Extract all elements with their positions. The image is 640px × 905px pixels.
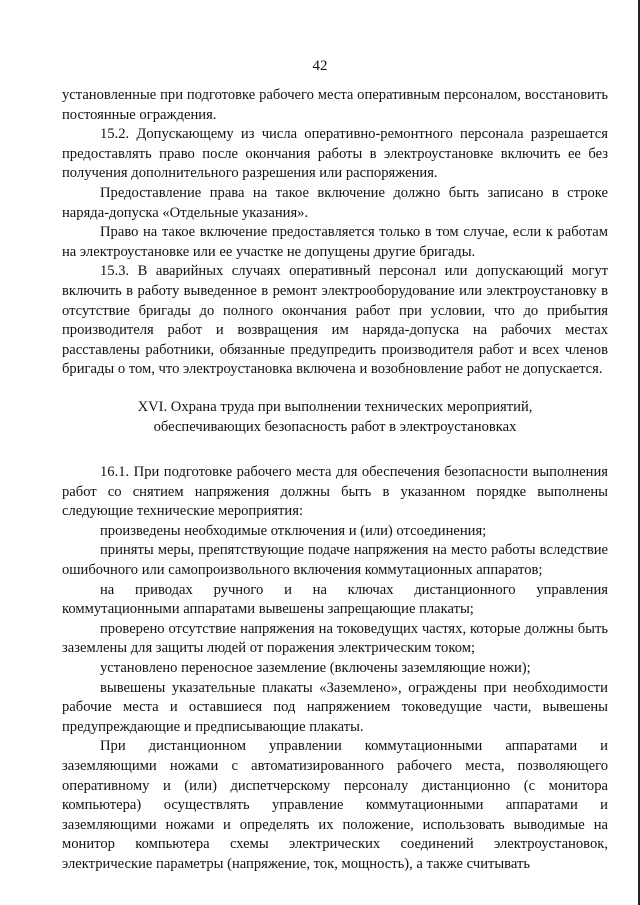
document-body [62, 86, 608, 875]
page-number: 42 [312, 58, 328, 74]
paragraph: приняты меры, препятствующие подаче напряжения на место работы вследствие ошибочного или самопроизвольного включения коммутационных аппаратов; [62, 542, 608, 579]
paragraph: проверено отсутствие напряжения на токоведущих частях, которые должны быть заземлены для защиты людей от поражения электрическим током; [62, 620, 608, 657]
paragraph: При дистанционном управлении коммутационными аппаратами и заземляющими ножами с автоматизированного рабочего места, позволяющего оперативному и (или) диспетчерскому персоналу дистанционно (с монитора компьютера) осуществлять управление коммутационными аппаратами и заземляющими ножами и определять их положение, использовать выводимые на монитор компьютера схемы электрических соединений электроустановок, электрические параметры (напряжение, ток, мощность), а также считывать [62, 738, 608, 872]
paragraph: на приводах ручного и на ключах дистанционного управления коммутационными аппаратами вывешены запрещающие плакаты; [62, 581, 608, 618]
section-heading [62, 398, 608, 437]
paragraph: Право на такое включение предоставляется только в том случае, если к работам на электроустановке или ее участке не допущены другие бригады. [62, 224, 608, 260]
section-heading-line: XVI. Охрана труда при выполнении технических мероприятий, [137, 398, 533, 415]
paragraph: 16.1. При подготовке рабочего места для обеспечения безопасности выполнения работ со снятием напряжения должны быть в указанном порядке выполнены следующие технические мероприятия: [62, 464, 608, 520]
paragraph: вывешены указательные плакаты «Заземлено», ограждены при необходимости рабочие места и оставшиеся под напряжением токоведущие части, вывешены предупреждающие и предписывающие плакаты. [62, 679, 608, 735]
paragraph: 15.3. В аварийных случаях оперативный персонал или допускающий могут включить в работу выведенное в ремонт электрооборудование или электроустановку в отсутствие бригады до полного окончания работ при условии, что до прибытия производителя работ и возвращения им наряда-допуска на рабочих местах расставлены работники, обязанные предупредить производителя работ и всех членов бригады о том, что электроустановка включена и возобновление работ не допускается. [62, 263, 608, 378]
paragraph: Предоставление права на такое включение должно быть записано в строке наряда-допуска «Отдельные указания». [62, 184, 608, 221]
paragraph: произведены необходимые отключения и (или) отсоединения; [100, 522, 487, 539]
paragraph: установлено переносное заземление (включены заземляющие ножи); [100, 660, 531, 677]
paragraph: установленные при подготовке рабочего места оперативным персоналом, восстановить постоянные ограждения. [62, 87, 608, 123]
section-heading-line: обеспечивающих безопасность работ в электроустановках [153, 418, 517, 435]
paragraph: 15.2. Допускающему из числа оперативно-ремонтного персонала разрешается предоставлять право после окончания работы в электроустановке включить ее без получения дополнительного разрешения или распоряжения. [62, 126, 608, 182]
